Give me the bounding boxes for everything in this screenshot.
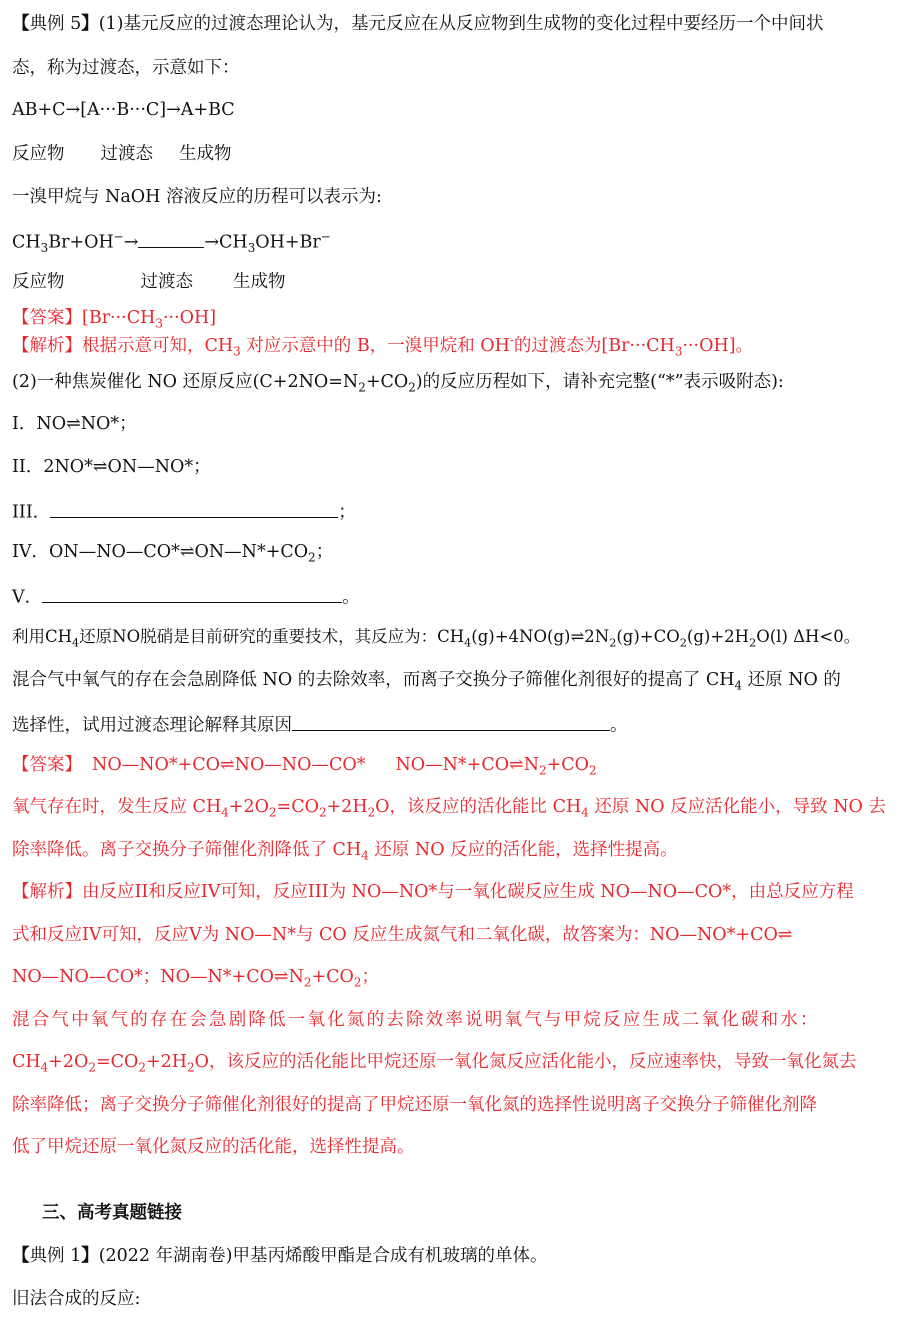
reaction-blank: $CH_3Br+OH^-\to \to CH_3OH+Br^-$: [12, 229, 331, 255]
example-tag: 典例 5: [29, 14, 82, 34]
analysis-label: 【解析】: [12, 882, 82, 902]
step-3: III． ；: [12, 499, 356, 524]
answer-blank[interactable]: [50, 499, 338, 518]
analysis-line: 混合气中氧气的存在会急剧降低一氧化氮的去除效率说明氧气与甲烷反应生成二氧化碳和水：: [12, 1010, 820, 1030]
analysis-line: 式和反应IV可知，反应V为 NO—N*与 CO 反应生成氮气和二氧化碳，故答案为：NO—NO*+CO⇌: [12, 925, 793, 945]
answer-line: 【答案】 NO—NO*+CO⇌NO—NO—CO* $NO—N*+CO\rightleftharpoons N_2+CO_2$: [12, 755, 597, 778]
analysis-line: 【解析】由反应II和反应IV可知，反应III为 NO—NO*与一氧化碳反应生成 NO—NO—CO*，由总反应方程: [12, 882, 854, 902]
answer-label: 【答案】: [12, 308, 82, 328]
answer-line: 氧气存在时，发生反应 $CH_4+2O_2=CO_2+2H_2O$，该反应的活化能比 $CH_4$ 还原 NO 反应活化能小，导致 NO 去: [12, 797, 886, 820]
answer-blank[interactable]: [42, 584, 342, 603]
analysis-line: 【解析】根据示意可知，$CH_3$ 对应示意中的 B，一溴甲烷和 OH-的过渡态为$[Br\cdot\cdot\cdot CH_3\cdot\cdot\cdot OH]$。: [12, 333, 754, 359]
analysis-line: NO—NO—CO*；$NO—N*+CO\rightleftharpoons N_2+CO_2$；: [12, 967, 379, 990]
answer-line: 【答案】$[Br\cdot\cdot\cdot CH_3\cdot\cdot\cdot OH]$: [12, 308, 217, 331]
scheme-labels: 反应物 过渡态 生成物: [12, 272, 286, 292]
text-line: 选择性，试用过渡态理论解释其原因 。: [12, 712, 628, 737]
answer-line: 除率降低。离子交换分子筛催化剂降低了 $CH_4$ 还原 NO 反应的活化能，选择性提高。: [12, 840, 678, 863]
ch4-reaction: 利用$CH_4$还原NO脱硝是目前研究的重要技术，其反应为：$CH_4(g)+4NO(g)\rightleftharpoons 2N_2(g)+CO_2(g)+2H_2O(l)$ ΔH<0。: [12, 627, 861, 650]
part2-intro: (2)一种焦炭催化 NO 还原反应$(C+2NO=N_2+CO_2)$的反应历程如下，请补充完整(“*”表示吸附态):: [12, 372, 784, 395]
example1-intro: 【典例 1】(2022 年湖南卷)甲基丙烯酸甲酯是合成有机玻璃的单体。: [12, 1246, 548, 1266]
answer-label: 【答案】: [12, 755, 82, 775]
example5-intro: 【典例 5】(1)基元反应的过渡态理论认为，基元反应在从反应物到生成物的变化过程中要经历一个中间状: [12, 14, 824, 34]
text-line: 旧法合成的反应:: [12, 1289, 141, 1309]
section-heading: 三、高考真题链接: [42, 1203, 182, 1223]
analysis-line: 除率降低；离子交换分子筛催化剂很好的提高了甲烷还原一氧化氮的选择性说明离子交换分子筛催化剂降: [12, 1095, 817, 1115]
reaction-scheme: AB+C→[A···B···C]→A+BC: [12, 100, 235, 120]
text-line: 一溴甲烷与 NaOH 溶液反应的历程可以表示为:: [12, 187, 382, 207]
step-5: V． 。: [12, 584, 360, 609]
scheme-labels: 反应物 过渡态 生成物: [12, 144, 232, 164]
example-tag: 典例 1: [29, 1246, 82, 1266]
step-4: IV．$ON—NO—CO*\rightleftharpoons ON—N*+CO_2$；: [12, 542, 334, 565]
step-2: II．2NO*⇌ON—NO*；: [12, 457, 211, 477]
step-1: I．NO⇌NO*；: [12, 414, 137, 434]
analysis-label: 【解析】: [12, 336, 82, 356]
answer-blank[interactable]: [138, 229, 204, 248]
text-line: 态，称为过渡态，示意如下：: [12, 58, 240, 78]
analysis-line: $CH_4+2O_2=CO_2+2H_2O$，该反应的活化能比甲烷还原一氧化氮反应活化能小，反应速率快，导致一氧化氮去: [12, 1052, 857, 1075]
answer-blank[interactable]: [292, 712, 610, 731]
analysis-line: 低了甲烷还原一氧化氮反应的活化能，选择性提高。: [12, 1137, 415, 1157]
text-line: 混合气中氧气的存在会急剧降低 NO 的去除效率，而离子交换分子筛催化剂很好的提高了 $CH_4$ 还原 NO 的: [12, 670, 841, 693]
